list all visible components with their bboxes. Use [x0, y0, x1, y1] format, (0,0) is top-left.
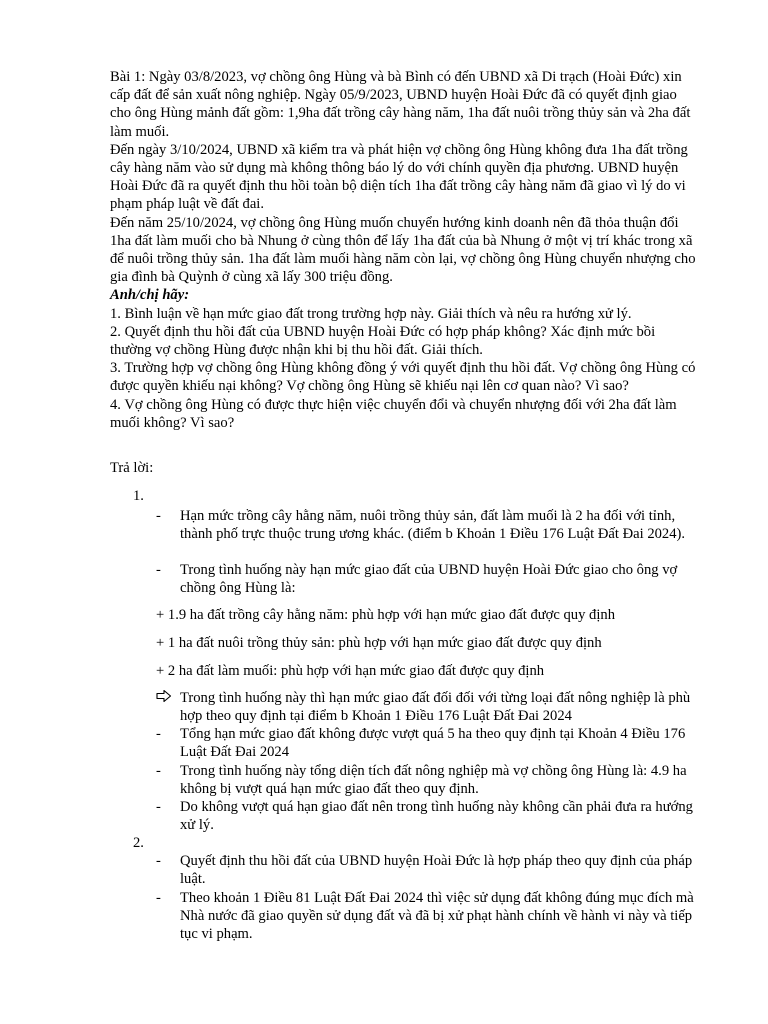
answer-item: Quyết định thu hồi đất của UBND huyện Hoài Đức là hợp pháp theo quy định của pháp luật. [180, 853, 693, 888]
task-heading: Anh/chị hãy: [110, 287, 190, 304]
problem-paragraph: Đến ngày 3/10/2024, UBND xã kiểm tra và phát hiện vợ chồng ông Hùng không đưa 1ha đất trồng cây hàng năm vào sử dụng mà không thông báo lý do với chính quyền địa phương. UBND huyện Hoài Đức đã ra quyết định thu hồi toàn bộ diện tích 1ha đất trồng cây hàng năm đã giao vì lý do vi phạm pháp luật về đất đai. [110, 141, 688, 213]
question-item: 1. Bình luận về hạn mức giao đất trong trường hợp này. Giải thích và nêu ra hướng xử lý. [110, 305, 632, 322]
problem-paragraph: Bài 1: Ngày 03/8/2023, vợ chồng ông Hùng và bà Bình có đến UBND xã Di trạch (Hoài Đức) xin cấp đất để sản xuất nông nghiệp. Ngày 05/9/2023, UBND huyện Hoài Đức đã có quyết định giao cho ông Hùng mảnh đất gồm: 1,9ha đất trồng cây hàng năm, 1ha đất nuôi trồng thủy sản và 2ha đất làm muối. [110, 69, 691, 140]
question-item: 3. Trường hợp vợ chồng ông Hùng không đồng ý với quyết định thu hồi đất. Vợ chồng ông Hùng có được quyền khiếu nại không? Vợ chồng ông Hùng sẽ khiếu nại lên cơ quan nào? Vì sao? [110, 360, 696, 395]
arrow-bullet-icon [156, 689, 172, 708]
plus-sign: + [156, 663, 165, 679]
dash-bullet: - [156, 890, 161, 906]
plus-item-text: 1 ha đất nuôi trồng thủy sản: phù hợp với hạn mức giao đất được quy định [167, 635, 602, 651]
dash-bullet: - [156, 853, 161, 869]
plus-sign: + [156, 635, 165, 651]
plus-item-text: 2 ha đất làm muối: phù hợp với hạn mức giao đất được quy định [167, 663, 545, 679]
dash-bullet: - [156, 763, 161, 779]
plus-item [156, 662, 701, 680]
section-number: 2. [133, 835, 144, 851]
problem-paragraph: Đến năm 25/10/2024, vợ chồng ông Hùng muốn chuyển hướng kinh doanh nên đã thỏa thuận đổi 1ha đất làm muối cho bà Nhung ở cùng thôn để lấy 1ha đất của bà Nhung ở một vị trí khác trong xã để nuôi trồng thủy sản. 1ha đất làm muối hàng năm còn lại, vợ chồng ông Hùng chuyển nhượng cho gia đình bà Quỳnh ở cùng xã lấy 300 triệu đồng. [110, 214, 696, 286]
answer-item: Do không vượt quá hạn giao đất nên trong tình huống này không cần phải đưa ra hướng xử lý. [180, 799, 693, 834]
dash-bullet: - [156, 562, 161, 578]
plus-sign: + [156, 607, 165, 623]
conclusion-item: Trong tình huống này thì hạn mức giao đất đối đối với từng loại đất nông nghiệp là phù hợp theo quy định tại điểm b Khoản 1 Điều 176 Luật Đất Đai 2024 [180, 690, 691, 725]
dash-bullet: - [156, 726, 161, 742]
answer-item: Hạn mức trồng cây hằng năm, nuôi trồng thủy sản, đất làm muối là 2 ha đối với tỉnh, thành phố trực thuộc trung ương khác. (điểm b Khoản 1 Điều 176 Luật Đất Đai 2024). [180, 508, 686, 543]
answer-item: Trong tình huống này tổng diện tích đất nông nghiệp mà vợ chồng ông Hùng là: 4.9 ha không bị vượt quá hạn mức giao đất theo quy định. [180, 763, 687, 798]
answer-item: Tổng hạn mức giao đất không được vượt quá 5 ha theo quy định tại Khoản 4 Điều 176 Luật Đất Đai 2024 [180, 726, 686, 761]
plus-item [156, 634, 701, 652]
problem-statement [110, 68, 700, 432]
plus-item-text: 1.9 ha đất trồng cây hằng năm: phù hợp với hạn mức giao đất được quy định [167, 607, 615, 623]
question-item: 4. Vợ chồng ông Hùng có được thực hiện việc chuyển đổi và chuyển nhượng đối với 2ha đất làm muối không? Vì sao? [110, 396, 677, 431]
plus-item [156, 606, 701, 624]
answer-item: Theo khoản 1 Điều 81 Luật Đất Đai 2024 thì việc sử dụng đất không đúng mục đích mà Nhà nước đã giao quyền sử dụng đất và đã bị xử phạt hành chính về hành vi này và tiếp tục vi phạm. [180, 890, 694, 943]
question-item: 2. Quyết định thu hồi đất của UBND huyện Hoài Đức có hợp pháp không? Xác định mức bồi thường vợ chồng Hùng được nhận khi bị thu hồi đất. Giải thích. [110, 323, 656, 359]
answer-label: Trả lời: [110, 460, 154, 476]
section-number: 1. [133, 488, 144, 504]
answer-item: Trong tình huống này hạn mức giao đất của UBND huyện Hoài Đức giao cho ông vợ chồng ông Hùng là: [180, 562, 678, 597]
dash-bullet: - [156, 799, 161, 815]
dash-bullet: - [156, 508, 161, 524]
